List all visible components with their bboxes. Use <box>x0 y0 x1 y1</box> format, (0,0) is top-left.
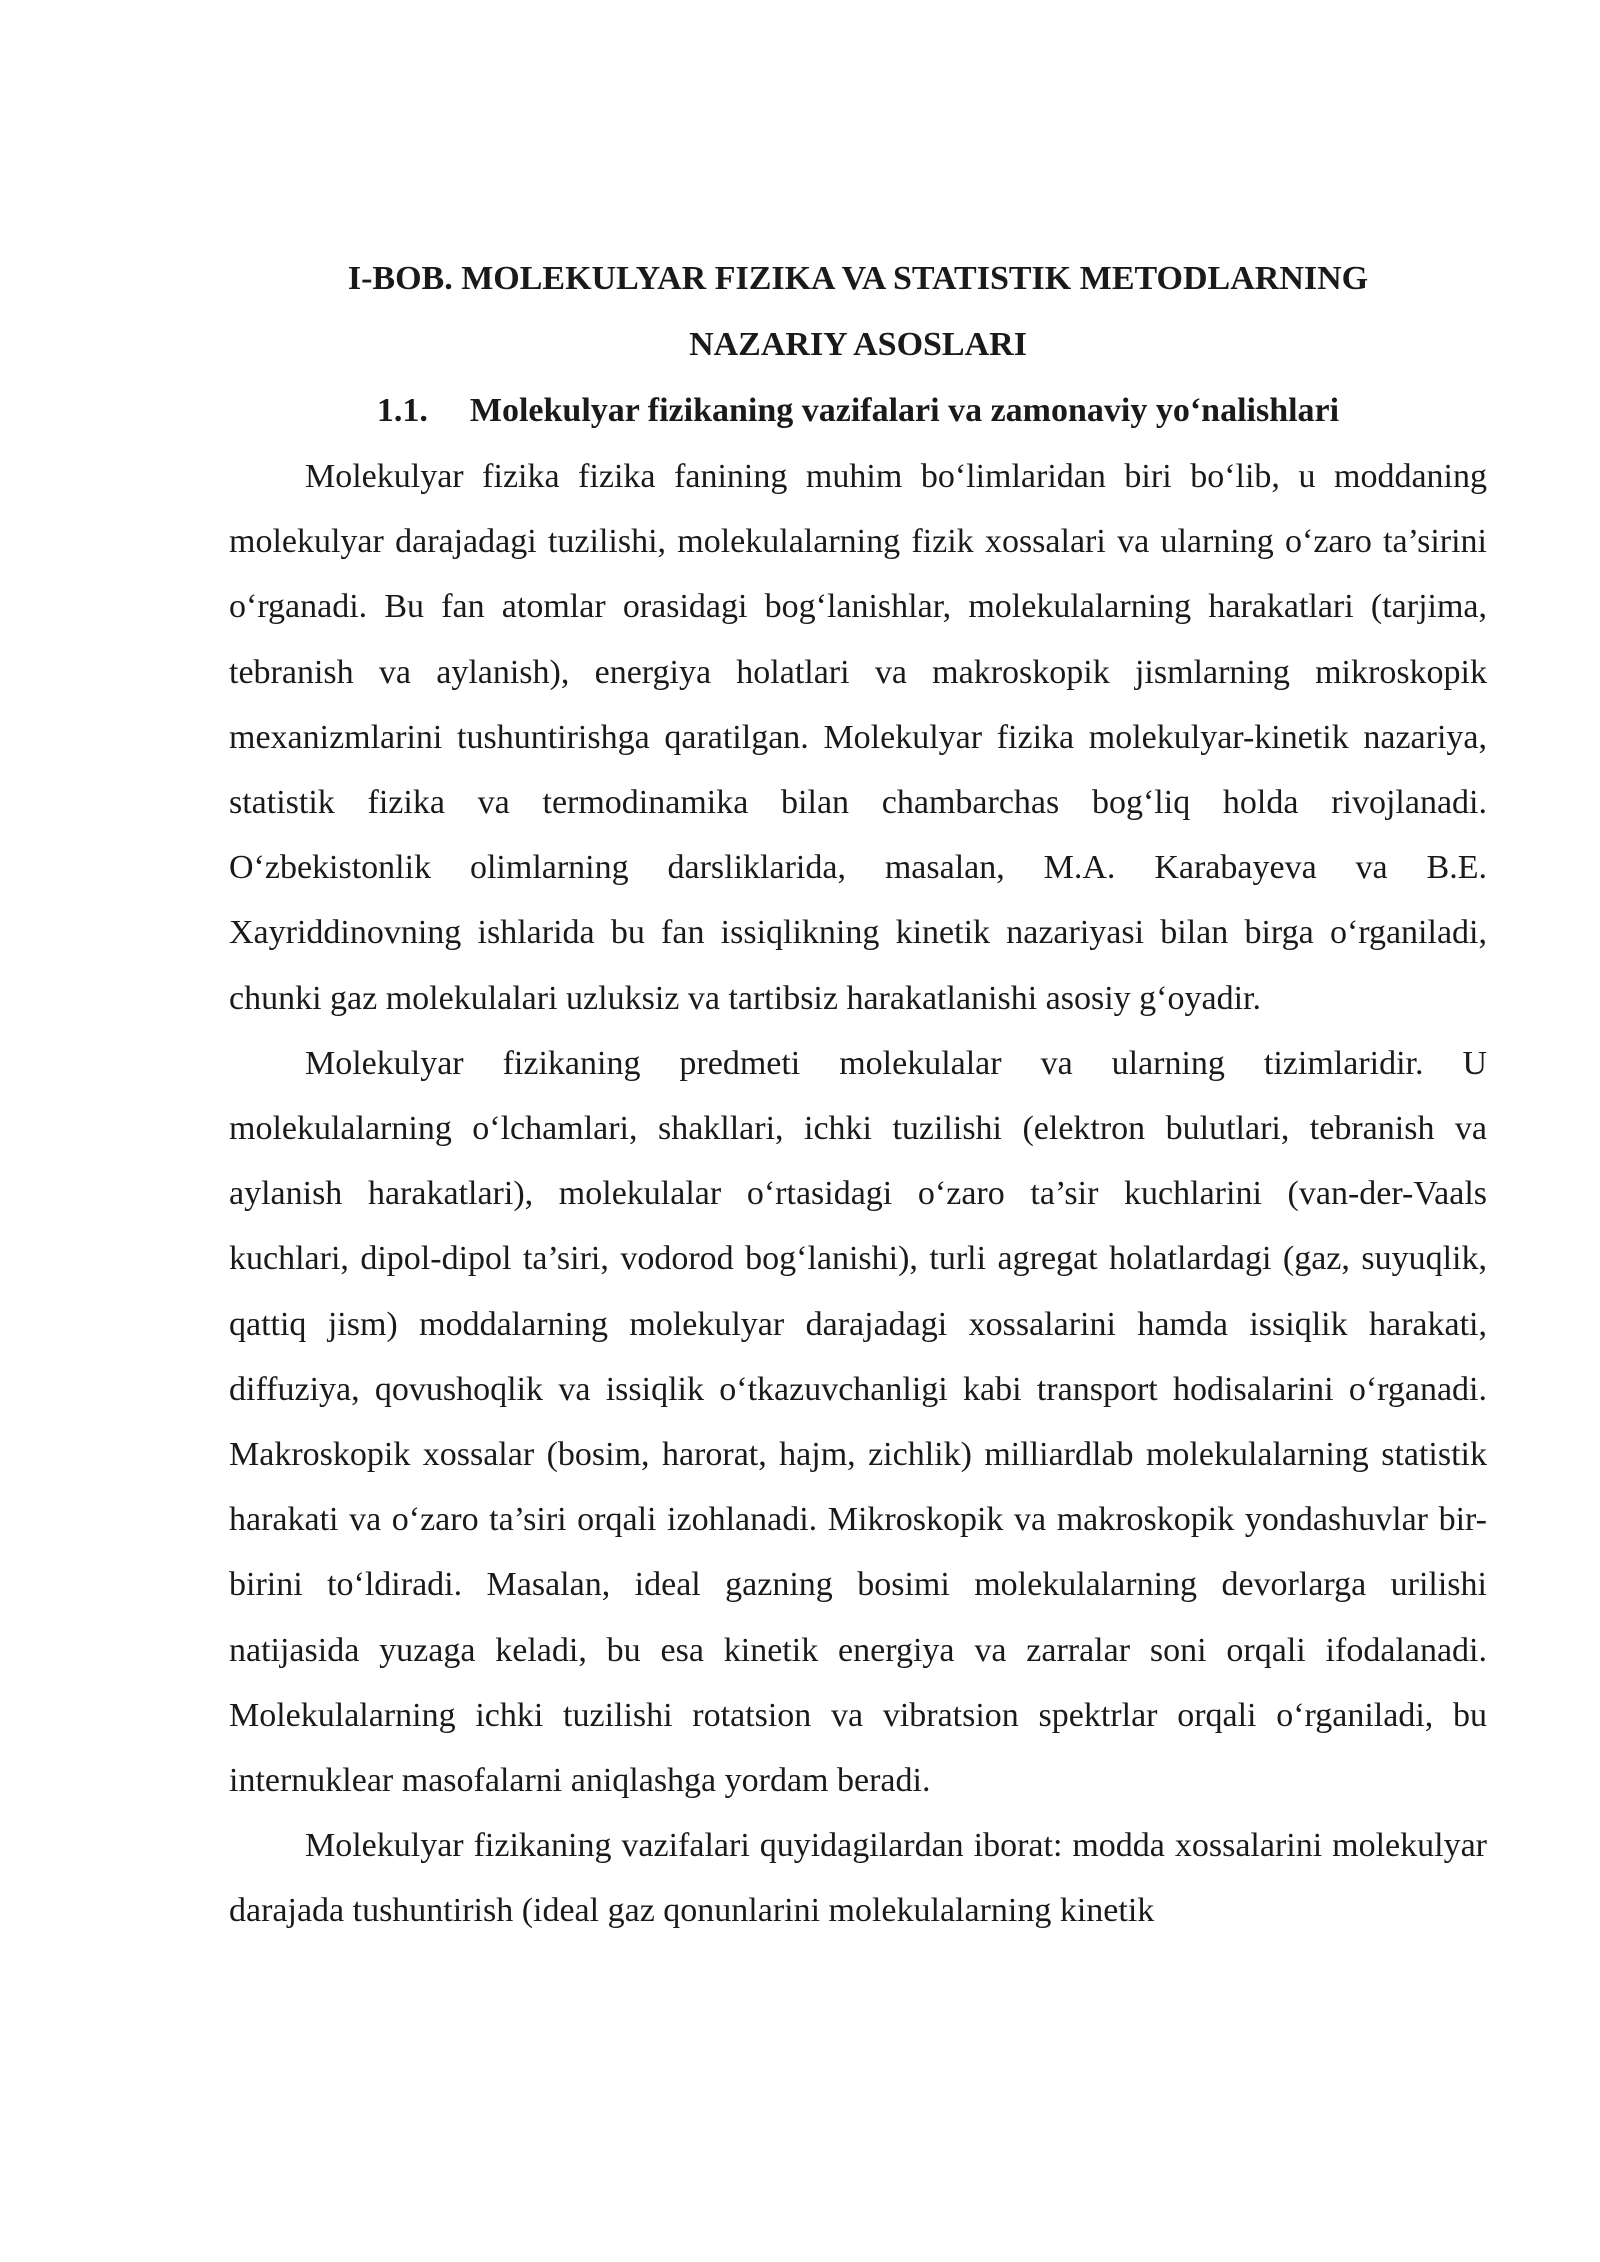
section-title: Molekulyar fizikaning vazifalari va zamonaviy yo‘nalishlari <box>469 392 1340 429</box>
paragraph-2: Molekulyar fizikaning predmeti molekulalar va ularning tizimlaridir. U molekulalarning o‘lchamlari, shakllari, ichki tuzilishi (elektron bulutlari, tebranish va aylanish harakatlari), molekulalar o‘rtasidagi o‘zaro ta’sir kuchlarini (van-der-Vaals kuchlari, dipol-dipol ta’siri, vodorod bog‘lanishi), turli agregat holatlardagi (gaz, suyuqlik, qattiq jism) moddalarning molekulyar darajadagi xossalarini hamda issiqlik harakati, diffuziya, qovushoqlik va issiqlik o‘tkazuvchanligi kabi transport hodisalarini o‘rganadi. Makroskopik xossalar (bosim, harorat, hajm, zichlik) milliardlab molekulalarning statistik harakati va o‘zaro ta’siri orqali izohlanadi. Mikroskopik va makroskopik yondashuvlar bir-birini to‘ldiradi. Masalan, ideal gazning bosimi molekulalarning devorlarga urilishi natijasida yuzaga keladi, bu esa kinetik energiya va zarralar soni orqali ifodalanadi. Molekulalarning ichki tuzilishi rotatsion va vibratsion spektrlar orqali o‘rganiladi, bu internuklear masofalarni aniqlashga yordam beradi. <box>229 1044 1487 1800</box>
section-heading <box>229 378 1487 444</box>
page-content <box>229 246 1487 1944</box>
paragraph-3: Molekulyar fizikaning vazifalari quyidagilardan iborat: modda xossalarini molekulyar darajada tushuntirish (ideal gaz qonunlarini molekulalarning kinetik <box>229 1827 1487 1930</box>
chapter-title-line1: I-BOB. MOLEKULYAR FIZIKA VA STATISTIK METODLARNING <box>347 260 1369 297</box>
section-number: 1.1. <box>376 392 428 429</box>
chapter-title-line2: NAZARIY ASOSLARI <box>689 326 1027 363</box>
chapter-title <box>229 246 1487 378</box>
paragraph-1: Molekulyar fizika fizika fanining muhim bo‘limlaridan biri bo‘lib, u moddaning molekulyar darajadagi tuzilishi, molekulalarning fizik xossalari va ularning o‘zaro ta’sirini o‘rganadi. Bu fan atomlar orasidagi bog‘lanishlar, molekulalarning harakatlari (tarjima, tebranish va aylanish), energiya holatlari va makroskopik jismlarning mikroskopik mexanizmlarini tushuntirishga qaratilgan. Molekulyar fizika molekulyar-kinetik nazariya, statistik fizika va termodinamika bilan chambarchas bog‘liq holda rivojlanadi. O‘zbekistonlik olimlarning darsliklarida, masalan, M.A. Karabayeva va B.E. Xayriddinovning ishlarida bu fan issiqlikning kinetik nazariyasi bilan birga o‘rganiladi, chunki gaz molekulalari uzluksiz va tartibsiz harakatlanishi asosiy g‘oyadir. <box>229 458 1487 1017</box>
